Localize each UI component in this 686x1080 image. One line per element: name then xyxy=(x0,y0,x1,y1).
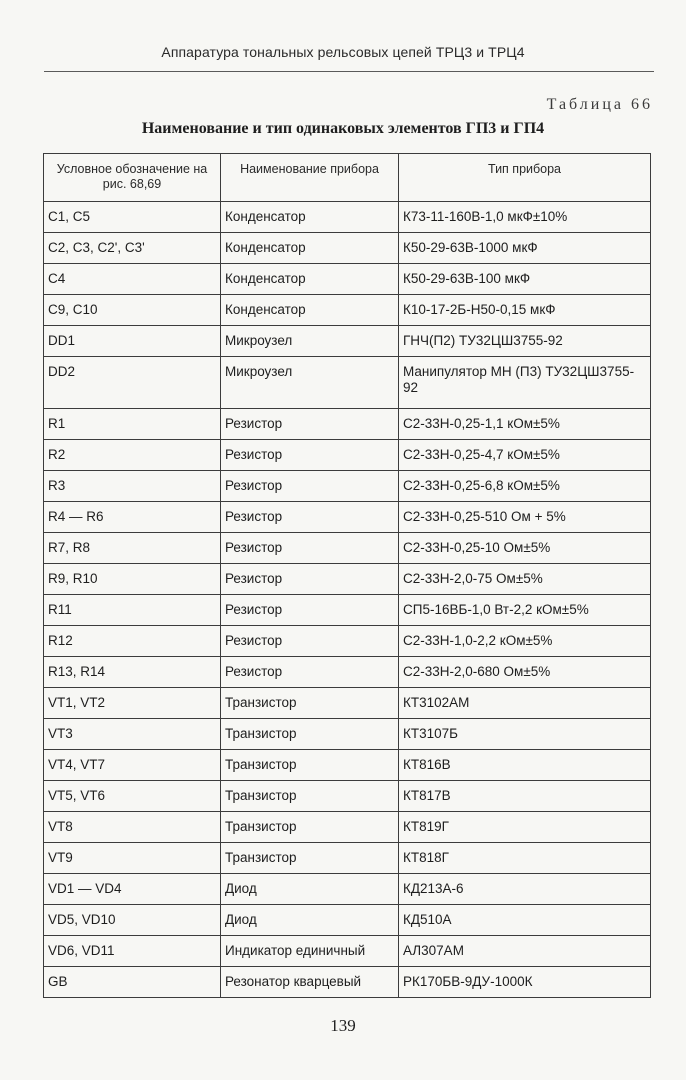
cell-device-type: КТ817В xyxy=(399,781,651,812)
cell-designation: R11 xyxy=(44,595,221,626)
table-row xyxy=(44,843,651,874)
cell-designation: R4 — R6 xyxy=(44,502,221,533)
cell-device-name: Диод xyxy=(221,874,399,905)
cell-device-type: К50-29-63В-1000 мкФ xyxy=(399,233,651,264)
cell-device-name: Транзистор xyxy=(221,843,399,874)
cell-device-type: С2-33Н-0,25-10 Ом±5% xyxy=(399,533,651,564)
table-caption: Наименование и тип одинаковых элементов ГП3 и ГП4 xyxy=(141,120,545,137)
table-row xyxy=(44,264,651,295)
cell-designation: С9, С10 xyxy=(44,295,221,326)
cell-device-type: КТ3102АМ xyxy=(399,688,651,719)
cell-device-name: Конденсатор xyxy=(221,264,399,295)
cell-designation: VD5, VD10 xyxy=(44,905,221,936)
cell-device-name: Резистор xyxy=(221,440,399,471)
table-row xyxy=(44,295,651,326)
cell-designation: С4 xyxy=(44,264,221,295)
cell-device-name: Конденсатор xyxy=(221,202,399,233)
cell-device-type: КТ816В xyxy=(399,750,651,781)
cell-device-type: Манипулятор МН (П3) ТУ32ЦШ3755-92 xyxy=(399,357,651,409)
cell-designation: R1 xyxy=(44,409,221,440)
table-row xyxy=(44,812,651,843)
table-row xyxy=(44,357,651,409)
table-row xyxy=(44,719,651,750)
table-row xyxy=(44,471,651,502)
cell-designation: VD1 — VD4 xyxy=(44,874,221,905)
table-row xyxy=(44,750,651,781)
table-header-row xyxy=(44,154,651,202)
cell-designation: VT4, VT7 xyxy=(44,750,221,781)
table-row xyxy=(44,409,651,440)
cell-designation: R12 xyxy=(44,626,221,657)
table-row xyxy=(44,233,651,264)
components-table xyxy=(43,153,651,998)
table-number: Таблица 66 xyxy=(546,96,653,113)
cell-designation: VT3 xyxy=(44,719,221,750)
header-rule xyxy=(44,71,654,72)
table-row xyxy=(44,202,651,233)
cell-device-name: Диод xyxy=(221,905,399,936)
cell-device-type: С2-33Н-0,25-1,1 кОм±5% xyxy=(399,409,651,440)
cell-designation: R2 xyxy=(44,440,221,471)
cell-designation: VT9 xyxy=(44,843,221,874)
cell-designation: VT8 xyxy=(44,812,221,843)
cell-device-name: Конденсатор xyxy=(221,233,399,264)
table-row xyxy=(44,657,651,688)
cell-device-name: Транзистор xyxy=(221,812,399,843)
cell-device-name: Транзистор xyxy=(221,781,399,812)
cell-device-name: Резистор xyxy=(221,595,399,626)
cell-device-type: КД510А xyxy=(399,905,651,936)
cell-device-type: С2-33Н-0,25-510 Ом + 5% xyxy=(399,502,651,533)
cell-designation: С2, С3, С2', С3' xyxy=(44,233,221,264)
cell-device-type: С2-33Н-0,25-4,7 кОм±5% xyxy=(399,440,651,471)
cell-device-type: К10-17-2Б-Н50-0,15 мкФ xyxy=(399,295,651,326)
cell-device-type: КТ819Г xyxy=(399,812,651,843)
table-row xyxy=(44,874,651,905)
cell-device-name: Транзистор xyxy=(221,719,399,750)
running-head: Аппаратура тональных рельсовых цепей ТРЦ3 и ТРЦ4 xyxy=(161,44,525,60)
cell-designation: VD6, VD11 xyxy=(44,936,221,967)
table-row xyxy=(44,905,651,936)
cell-device-name: Резистор xyxy=(221,502,399,533)
cell-device-type: К73-11-160В-1,0 мкФ±10% xyxy=(399,202,651,233)
cell-device-name: Микроузел xyxy=(221,357,399,409)
cell-device-name: Конденсатор xyxy=(221,295,399,326)
cell-device-name: Транзистор xyxy=(221,750,399,781)
cell-device-type: РК170БВ-9ДУ-1000К xyxy=(399,967,651,998)
table-row xyxy=(44,595,651,626)
cell-device-type: АЛ307АМ xyxy=(399,936,651,967)
cell-device-name: Резистор xyxy=(221,564,399,595)
cell-device-name: Транзистор xyxy=(221,688,399,719)
cell-device-name: Индикатор единичный xyxy=(221,936,399,967)
cell-designation: VT5, VT6 xyxy=(44,781,221,812)
cell-device-type: ГНЧ(П2) ТУ32ЦШ3755-92 xyxy=(399,326,651,357)
cell-designation: VT1, VT2 xyxy=(44,688,221,719)
table-row xyxy=(44,967,651,998)
cell-device-name: Резистор xyxy=(221,533,399,564)
cell-device-type: КТ3107Б xyxy=(399,719,651,750)
table-row xyxy=(44,626,651,657)
table-row xyxy=(44,440,651,471)
cell-designation: С1, С5 xyxy=(44,202,221,233)
cell-device-type: С2-33Н-1,0-2,2 кОм±5% xyxy=(399,626,651,657)
table-row xyxy=(44,502,651,533)
cell-device-type: С2-33Н-2,0-680 Ом±5% xyxy=(399,657,651,688)
table-row xyxy=(44,936,651,967)
table-row xyxy=(44,688,651,719)
cell-device-type: К50-29-63В-100 мкФ xyxy=(399,264,651,295)
cell-device-name: Микроузел xyxy=(221,326,399,357)
cell-device-type: КД213А-6 xyxy=(399,874,651,905)
table-row xyxy=(44,564,651,595)
cell-device-name: Резистор xyxy=(221,626,399,657)
cell-device-name: Резонатор кварцевый xyxy=(221,967,399,998)
table-body xyxy=(44,202,651,998)
cell-designation: GB xyxy=(44,967,221,998)
cell-designation: DD1 xyxy=(44,326,221,357)
column-header-device-type: Тип прибора xyxy=(399,154,651,202)
column-header-designation: Условное обозначение на рис. 68,69 xyxy=(44,154,221,202)
column-header-device-name: Наименование прибора xyxy=(221,154,399,202)
table-row xyxy=(44,781,651,812)
cell-device-name: Резистор xyxy=(221,657,399,688)
cell-device-type: С2-33Н-2,0-75 Ом±5% xyxy=(399,564,651,595)
cell-device-name: Резистор xyxy=(221,409,399,440)
cell-designation: R9, R10 xyxy=(44,564,221,595)
cell-designation: R3 xyxy=(44,471,221,502)
cell-designation: R13, R14 xyxy=(44,657,221,688)
cell-device-type: КТ818Г xyxy=(399,843,651,874)
table-row xyxy=(44,533,651,564)
cell-device-type: С2-33Н-0,25-6,8 кОм±5% xyxy=(399,471,651,502)
table-row xyxy=(44,326,651,357)
page-number: 139 xyxy=(330,1016,356,1035)
cell-device-type: СП5-16ВБ-1,0 Вт-2,2 кОм±5% xyxy=(399,595,651,626)
cell-designation: DD2 xyxy=(44,357,221,409)
cell-device-name: Резистор xyxy=(221,471,399,502)
cell-designation: R7, R8 xyxy=(44,533,221,564)
